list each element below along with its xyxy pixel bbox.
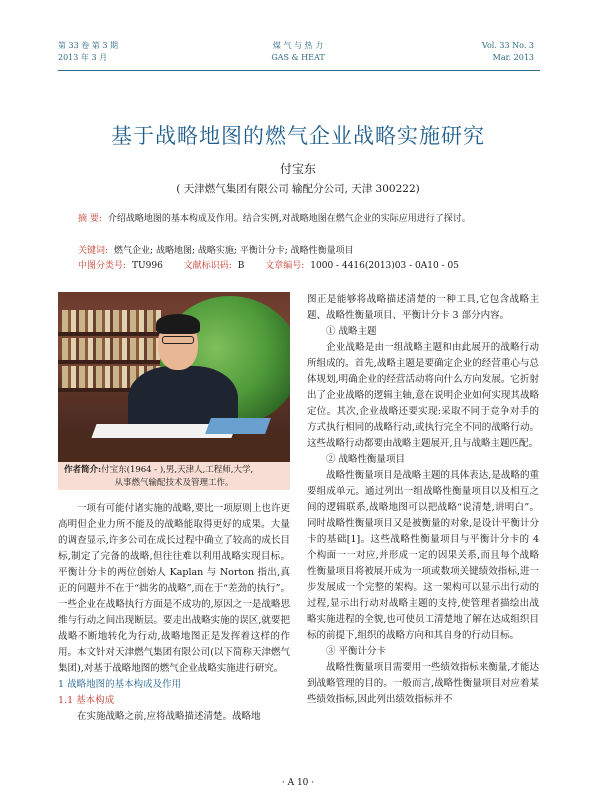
right-column xyxy=(307,292,539,708)
bookshelf-shelf xyxy=(58,332,168,336)
item-heading: ③ 平衡计分卡 xyxy=(326,646,387,657)
header-journal-en: GAS & HEAT xyxy=(271,53,325,62)
body-paragraph: 图正是能够将战略描述清楚的一种工具,它包含战略主题、战略性衡量项目、平衡计分卡 3 部分内容。 xyxy=(307,294,539,321)
bookshelf-books xyxy=(62,310,162,332)
article-number-label: 文章编号: xyxy=(265,261,305,271)
bookshelf-shelf xyxy=(58,360,168,364)
header-date: 2013 年 3 月 xyxy=(58,53,108,62)
desk-folder xyxy=(205,418,271,434)
article-author: 付宝东 xyxy=(279,162,316,176)
article-affiliation: ( 天津燃气集团有限公司 输配分公司, 天津 300222) xyxy=(176,183,420,195)
doc-code-label: 文献标识码: xyxy=(183,261,232,271)
classification-line xyxy=(78,259,477,273)
photo-caption xyxy=(58,462,290,490)
author-photo xyxy=(58,292,290,462)
keywords-label: 关键词: xyxy=(78,246,109,256)
caption-line2: 从事燃气输配技术及管理工作。 xyxy=(114,478,234,488)
header-volume-issue: 第 33 卷 第 3 期 xyxy=(58,41,118,50)
clc-label: 中图分类号: xyxy=(78,261,127,271)
subsection-heading: 1.1 基本构成 xyxy=(58,695,115,706)
keywords-text: 燃气企业; 战略地图; 战略实施; 平衡计分卡; 战略性衡量项目 xyxy=(114,246,354,256)
caption-line1: 付宝东(1964 - ),男,天津人,工程师,大学, xyxy=(101,465,254,475)
glasses xyxy=(162,336,194,344)
caption-label: 作者简介: xyxy=(64,465,102,475)
item-heading: ② 战略性衡量项目 xyxy=(326,454,406,465)
header-vol-no: Vol. 33 No. 3 xyxy=(481,41,534,50)
person-hair xyxy=(156,314,200,334)
abstract-text: 介绍战略地图的基本构成及作用。结合实例,对战略地图在燃气企业的实际应用进行了探讨。 xyxy=(107,214,471,224)
page-number: · A 10 · xyxy=(281,778,315,788)
article-number-value: 1000 - 4416(2013)03 - 0A10 - 05 xyxy=(310,261,459,271)
section-heading: 1 战略地图的基本构成及作用 xyxy=(58,679,182,690)
left-column xyxy=(58,501,290,725)
header-volume-en xyxy=(482,40,534,64)
abstract-label: 摘 要: xyxy=(78,214,102,224)
abstract xyxy=(78,212,516,226)
body-paragraph: 战略性衡量项目需要用一些绩效指标来衡量,才能达到战略管理的目的。一般而言,战略性衡量项目对应着某些绩效指标,因此列出绩效指标并不 xyxy=(307,662,539,705)
body-paragraph: 战略性衡量项目是战略主题的具体表达,是战略的重要组成单元。通过列出一组战略性衡量项目以及相互之间的逻辑联系,战略地图可以把战略“说清楚,讲明白”。同时战略性衡量项目又是被衡量的对象,是设计平衡计分卡的基础[1]。这些战略性衡量项目与平衡计分卡的 4 个构面一一对应,并形成一定的因果关系,而且每个战略性衡量项目将被展开成为一项或数项关键绩效指标,进一步发展成一个完整的架构。这一架构可以显示出行动的过程,显示出行动对战略主题的支持,使管理者描绘出战略实施进程的全貌,也可使员工清楚地了解在达成组织目标的前提下,组织的战略方向和其自身的行动目标。 xyxy=(307,470,539,641)
clc-value: TU996 xyxy=(132,261,163,271)
header-month: Mar. 2013 xyxy=(492,53,534,62)
article-title: 基于战略地图的燃气企业战略实施研究 xyxy=(111,124,485,148)
bookshelf-books xyxy=(62,338,162,360)
header-divider xyxy=(58,70,540,71)
body-paragraph: 一项有可能付诸实施的战略,要比一项原则上也许更高明但企业力所不能及的战略能取得更好的成果。大量的调查显示,许多公司在成长过程中确立了较高的成长目标,制定了完备的战略,但往往难以利用战略实现目标。平衡计分卡的两位创始人 Kaplan 与 Norton 指出,真正的问题并不在于“拙劣的战略”,而在于“差劲的执行”。一些企业在战略执行方面是不成功的,原因之一是战略思维与行动之间出现断层。要走出战略实施的误区,就要把战略不断地转化为行动,战略地图正是发挥着这样的作用。本文针对天津燃气集团有限公司(以下简称天津燃气集团),对基于战略地图的燃气企业战略实施进行研究。 xyxy=(58,503,290,674)
body-paragraph: 在实施战略之前,应将战略描述清楚。战略地 xyxy=(77,711,261,722)
header-journal-cn: 煤 气 与 热 力 xyxy=(272,41,324,50)
item-heading: ① 战略主题 xyxy=(326,326,377,337)
body-paragraph: 企业战略是由一组战略主题和由此展开的战略行动所组成的。首先,战略主题是要确定企业的经营重心与总体规划,明确企业的经营活动将向什么方向发展。它折射出了企业战略的逻辑主轴,意在说明企业如何实现其战略定位。其次,企业战略还要实现:采取不同于竞争对手的方式执行相同的战略行动,或执行完全不同的战略行动。这些战略行动都要由战略主题展开,且与战略主题匹配。 xyxy=(307,342,539,449)
doc-code-value: B xyxy=(237,261,245,271)
keywords xyxy=(78,244,354,258)
